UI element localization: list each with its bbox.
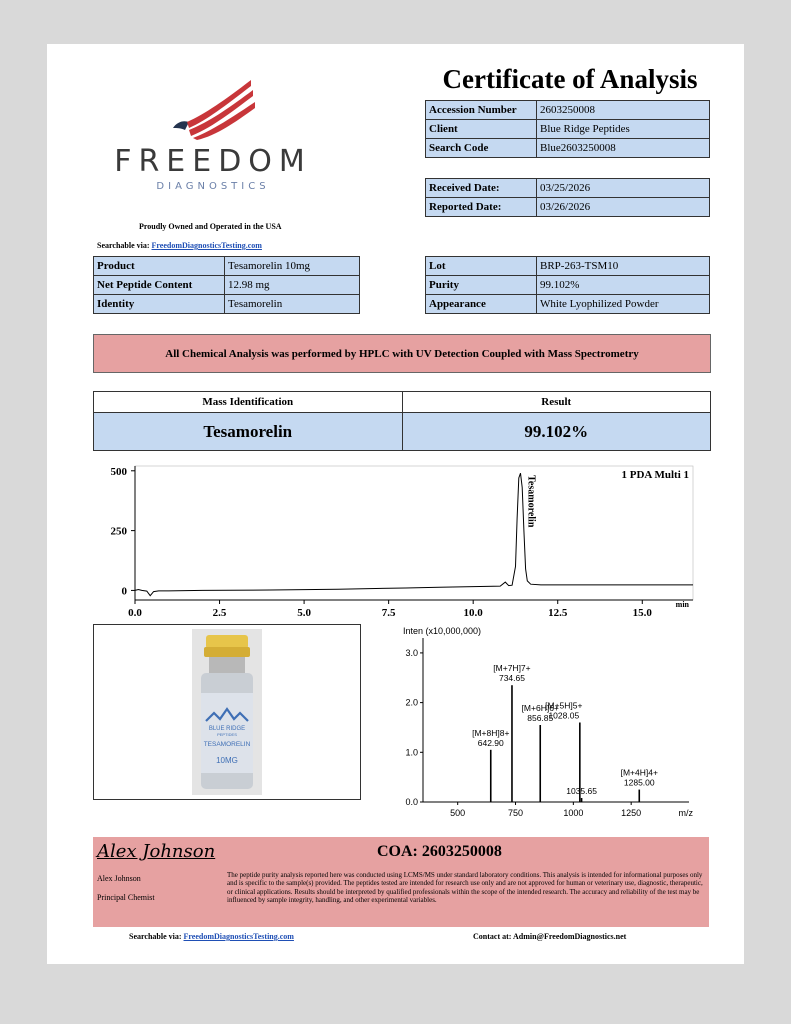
signer-role: Principal Chemist [97, 893, 155, 902]
brand-subtitle: DIAGNOSTICS [156, 181, 270, 192]
page-title: Certificate of Analysis [442, 64, 698, 94]
x-tick-label: 7.5 [381, 607, 396, 619]
product-left-row [94, 295, 360, 314]
x-tick-label: 12.5 [548, 607, 568, 619]
x-tick-label: 1000 [563, 808, 584, 818]
product-left-value: Tesamorelin 10mg [225, 257, 360, 276]
mass-identity-value: Tesamorelin [94, 413, 403, 450]
peak-value-label: 1028.05 [548, 710, 580, 721]
vial-image [192, 629, 262, 795]
dates-key: Reported Date: [426, 198, 537, 217]
x-axis-label: min [675, 600, 689, 609]
ion-label: [M+6H]6+ [521, 702, 559, 713]
footer-searchable-link[interactable]: FreedomDiagnosticsTesting.com [183, 932, 294, 941]
accession-value: Blue Ridge Peptides [537, 120, 710, 139]
product-right-key: Appearance [426, 295, 537, 314]
accession-value: Blue2603250008 [537, 139, 710, 158]
x-tick-label: 15.0 [632, 607, 652, 619]
product-left-key: Identity [94, 295, 225, 314]
coa-number: COA: 2603250008 [377, 843, 502, 860]
ion-label: [M+7H]7+ [493, 663, 531, 674]
dates-table [425, 178, 710, 217]
vial-brand: BLUE RIDGE [208, 726, 246, 732]
y-tick-label: 0.0 [405, 797, 418, 807]
x-tick-label: 2.5 [212, 607, 227, 619]
plot-frame [135, 466, 693, 600]
dates-row [426, 198, 710, 217]
x-tick-label: 1250 [621, 808, 642, 818]
product-left-value: 12.98 mg [225, 276, 360, 295]
y-tick-label: 0 [121, 585, 127, 598]
product-right-key: Purity [426, 276, 537, 295]
product-right-value: White Lyophilized Powder [537, 295, 710, 314]
y-tick-label: 3.0 [405, 647, 418, 658]
x-tick-label: 10.0 [463, 607, 483, 619]
disclaimer: The peptide purity analysis reported here was conducted using LCMS/MS under standard laboratory conditions. This analysis is intended for informational purposes only and is specific to the sample(s) provided. The peptides tested are intended for research use only and are not approved for human or veterinary use, diagnostic, therapeutic, or clinical applications. Results should be interpreted by qualified professionals within the scope of the intended research. The accuracy and reliability of the test may be influenced by sample integrity, handling, and other experimental variables. [227, 871, 703, 904]
spectrum-title: Inten (x10,000,000) [403, 626, 482, 636]
x-tick-label: 500 [450, 808, 466, 818]
ion-label: [M+4H]4+ [620, 767, 658, 778]
x-tick-label: 5.0 [297, 607, 311, 619]
lot-table [425, 256, 710, 314]
product-left-key: Product [94, 257, 225, 276]
mass-spectrum [377, 624, 709, 824]
vial-name: TESAMORELIN [203, 741, 251, 748]
hplc-chromatogram [93, 462, 709, 624]
y-tick-label: 2.0 [405, 697, 418, 708]
dates-value: 03/25/2026 [537, 179, 710, 198]
ion-label: [M+5H]5+ [545, 700, 583, 711]
freedom-flag-logo-icon [165, 78, 257, 140]
signer-name: Alex Johnson [97, 874, 141, 883]
certificate-page [47, 44, 744, 964]
searchable-header [97, 241, 262, 250]
product-right-value: BRP-263-TSM10 [537, 257, 710, 276]
x-tick-label: 0.0 [128, 607, 142, 619]
accession-key: Client [426, 120, 537, 139]
peak-value-label: 734.65 [498, 673, 525, 684]
tagline: Proudly Owned and Operated in the USA [139, 222, 282, 231]
vial-brand-sub: PEPTIDES [217, 732, 237, 737]
dates-key: Received Date: [426, 179, 537, 198]
accession-table [425, 100, 710, 158]
footer-searchable [129, 932, 294, 941]
y-tick-label: 1.0 [405, 747, 418, 758]
chromatogram-line [135, 473, 693, 596]
ion-label: [M+8H]8+ [472, 727, 510, 738]
x-axis-label: m/z [678, 808, 693, 818]
peak-label: Tesamorelin [525, 475, 537, 528]
product-right-key: Lot [426, 257, 537, 276]
product-table [93, 256, 360, 314]
signature: Alex Johnson [97, 841, 216, 862]
brand-name: FREEDOM [114, 144, 312, 179]
method-banner [93, 334, 711, 373]
vial-dose: 10MG [216, 756, 238, 765]
searchable-label: Searchable via: [97, 241, 150, 250]
peak-value-label: 642.90 [477, 737, 504, 748]
accession-key: Search Code [426, 139, 537, 158]
dates-row [426, 179, 710, 198]
product-right-row [426, 295, 710, 314]
product-right-row [426, 276, 710, 295]
product-left-key: Net Peptide Content [94, 276, 225, 295]
product-right-row [426, 257, 710, 276]
product-right-value: 99.102% [537, 276, 710, 295]
peak-value-label: 1035.65 [566, 786, 597, 797]
peak-value-label: 1285.00 [623, 777, 655, 788]
product-left-row [94, 276, 360, 295]
method-banner-text: All Chemical Analysis was performed by HPLC with UV Detection Coupled with Mass Spectrometry [165, 347, 639, 360]
accession-row [426, 101, 710, 120]
searchable-link[interactable]: FreedomDiagnosticsTesting.com [151, 241, 262, 250]
accession-row [426, 120, 710, 139]
footer-searchable-label: Searchable via: [129, 932, 182, 941]
contact-info: Contact at: Admin@FreedomDiagnostics.net [473, 932, 627, 941]
product-left-value: Tesamorelin [225, 295, 360, 314]
accession-row [426, 139, 710, 158]
footer-panel [93, 837, 709, 927]
y-tick-label: 250 [110, 525, 127, 538]
y-tick-label: 500 [110, 465, 127, 478]
result-col-header: Result [403, 392, 711, 412]
accession-key: Accession Number [426, 101, 537, 120]
result-value: 99.102% [524, 422, 589, 441]
chart-title: 1 PDA Multi 1 [621, 469, 689, 481]
mass-identification-table [93, 391, 711, 451]
x-tick-label: 750 [508, 808, 524, 818]
vial-photo-frame [93, 624, 361, 800]
accession-value: 2603250008 [537, 101, 710, 120]
mass-col-header: Mass Identification [94, 392, 403, 412]
product-left-row [94, 257, 360, 276]
dates-value: 03/26/2026 [537, 198, 710, 217]
peak-value-label: 856.85 [527, 712, 554, 723]
